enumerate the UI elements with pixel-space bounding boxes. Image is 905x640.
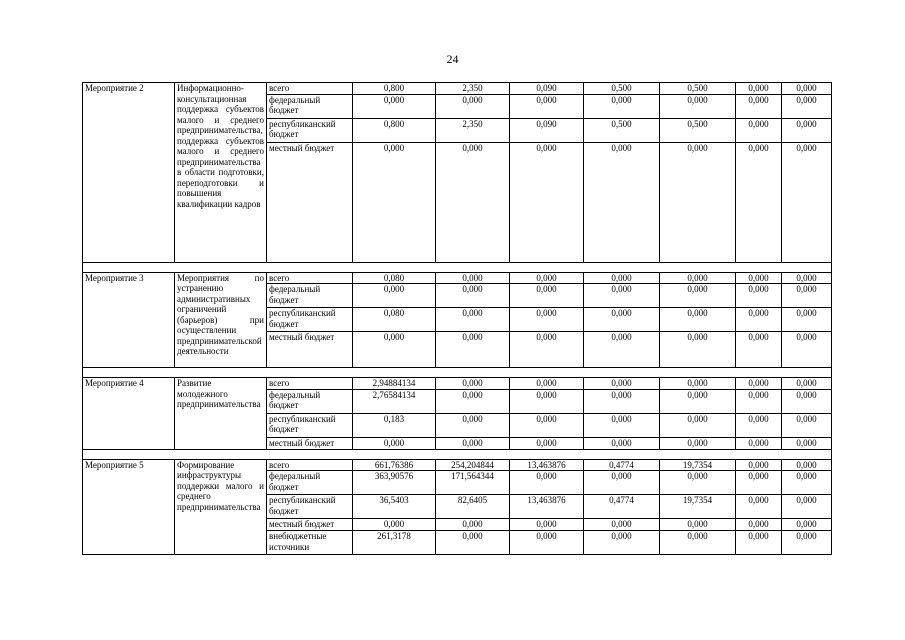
amount-cell: 0,800 [353, 83, 436, 95]
amount-cell: 0,000 [736, 519, 782, 531]
event-name: Мероприятие 3 [83, 272, 175, 368]
event-name: Мероприятие 2 [83, 83, 175, 263]
amount-cell: 0,000 [736, 94, 782, 118]
amount-cell: 2,94884134 [353, 378, 436, 390]
amount-cell: 0,000 [436, 519, 510, 531]
amount-cell: 2,76584134 [353, 389, 436, 413]
event-description: Формирование инфраструктуры поддержки малого и среднего предпринимательства [175, 459, 267, 555]
amount-cell: 0,500 [584, 118, 660, 142]
gap-cell [83, 262, 832, 272]
amount-cell: 0,183 [353, 413, 436, 437]
amount-cell: 254,204844 [436, 459, 510, 471]
table-row [83, 378, 832, 390]
amount-cell: 0,000 [584, 272, 660, 284]
amount-cell: 0,000 [782, 142, 832, 262]
amount-cell: 0,000 [510, 272, 584, 284]
amount-cell: 0,000 [584, 142, 660, 262]
funding-source: федеральный бюджет [267, 389, 353, 413]
amount-cell: 0,000 [584, 378, 660, 390]
amount-cell: 0,000 [660, 142, 736, 262]
amount-cell: 0,000 [510, 284, 584, 308]
amount-cell: 0,000 [660, 413, 736, 437]
amount-cell: 0,000 [510, 413, 584, 437]
section-gap [83, 368, 832, 378]
amount-cell: 0,500 [584, 83, 660, 95]
amount-cell: 0,000 [510, 332, 584, 368]
amount-cell: 0,000 [660, 471, 736, 495]
amount-cell: 0,000 [584, 413, 660, 437]
amount-cell: 0,000 [782, 284, 832, 308]
amount-cell: 0,000 [584, 308, 660, 332]
amount-cell: 0,000 [436, 284, 510, 308]
amount-cell: 0,000 [436, 389, 510, 413]
page-number: 24 [446, 52, 459, 66]
funding-source: республиканский бюджет [267, 413, 353, 437]
amount-cell: 0,090 [510, 118, 584, 142]
amount-cell: 0,000 [510, 308, 584, 332]
amount-cell: 0,000 [584, 284, 660, 308]
amount-cell: 0,000 [584, 94, 660, 118]
amount-cell: 0,000 [660, 389, 736, 413]
amount-cell: 0,000 [436, 437, 510, 449]
amount-cell: 0,080 [353, 308, 436, 332]
amount-cell: 82,6405 [436, 495, 510, 519]
funding-source: всего [267, 459, 353, 471]
amount-cell: 0,000 [584, 471, 660, 495]
funding-source: местный бюджет [267, 332, 353, 368]
amount-cell: 0,000 [736, 272, 782, 284]
event-description: Мероприятия по устранению административных ограничений (барьеров) при осуществлении предпринимательской деятельности [175, 272, 267, 368]
amount-cell: 0,000 [584, 332, 660, 368]
amount-cell: 0,000 [436, 332, 510, 368]
amount-cell: 0,000 [510, 94, 584, 118]
amount-cell: 0,000 [782, 389, 832, 413]
amount-cell: 0,000 [736, 459, 782, 471]
amount-cell: 0,000 [436, 94, 510, 118]
table-row [83, 83, 832, 95]
amount-cell: 0,000 [436, 142, 510, 262]
amount-cell: 0,000 [660, 272, 736, 284]
amount-cell: 0,500 [660, 118, 736, 142]
amount-cell: 0,000 [436, 531, 510, 555]
amount-cell: 0,000 [782, 495, 832, 519]
funding-source: внебюджетные источники [267, 531, 353, 555]
amount-cell: 0,000 [510, 519, 584, 531]
amount-cell: 0,000 [782, 437, 832, 449]
table-row [83, 272, 832, 284]
amount-cell: 0,000 [782, 413, 832, 437]
gap-cell [83, 368, 832, 378]
amount-cell: 0,000 [782, 378, 832, 390]
amount-cell: 0,000 [736, 118, 782, 142]
section-gap [83, 449, 832, 459]
amount-cell: 0,000 [782, 471, 832, 495]
amount-cell: 0,000 [584, 437, 660, 449]
amount-cell: 0,000 [353, 94, 436, 118]
amount-cell: 0,800 [353, 118, 436, 142]
amount-cell: 0,000 [736, 308, 782, 332]
amount-cell: 0,000 [353, 142, 436, 262]
funding-source: всего [267, 83, 353, 95]
amount-cell: 13,463876 [510, 495, 584, 519]
amount-cell: 0,000 [736, 83, 782, 95]
amount-cell: 0,000 [736, 332, 782, 368]
amount-cell: 661,76386 [353, 459, 436, 471]
amount-cell: 0,000 [510, 531, 584, 555]
amount-cell: 0,000 [660, 332, 736, 368]
amount-cell: 2,350 [436, 83, 510, 95]
amount-cell: 0,4774 [584, 495, 660, 519]
amount-cell: 0,000 [584, 389, 660, 413]
funding-source: местный бюджет [267, 437, 353, 449]
amount-cell: 0,000 [736, 495, 782, 519]
funding-source: республиканский бюджет [267, 118, 353, 142]
amount-cell: 0,000 [782, 459, 832, 471]
funding-source: всего [267, 272, 353, 284]
event-name: Мероприятие 5 [83, 459, 175, 555]
amount-cell: 0,000 [782, 94, 832, 118]
amount-cell: 0,000 [353, 284, 436, 308]
amount-cell: 0,000 [660, 531, 736, 555]
amount-cell: 0,000 [736, 471, 782, 495]
funding-source: федеральный бюджет [267, 94, 353, 118]
amount-cell: 0,000 [353, 437, 436, 449]
funding-source: местный бюджет [267, 519, 353, 531]
amount-cell: 171,564344 [436, 471, 510, 495]
amount-cell: 0,000 [736, 284, 782, 308]
funding-source: республиканский бюджет [267, 308, 353, 332]
amount-cell: 0,000 [736, 437, 782, 449]
amount-cell: 0,000 [436, 413, 510, 437]
funding-source: всего [267, 378, 353, 390]
amount-cell: 0,000 [660, 94, 736, 118]
event-name: Мероприятие 4 [83, 378, 175, 450]
amount-cell: 0,000 [510, 378, 584, 390]
amount-cell: 363,90576 [353, 471, 436, 495]
funding-source: федеральный бюджет [267, 284, 353, 308]
amount-cell: 0,000 [736, 142, 782, 262]
amount-cell: 0,090 [510, 83, 584, 95]
table-row [83, 459, 832, 471]
amount-cell: 0,000 [736, 413, 782, 437]
amount-cell: 0,000 [782, 118, 832, 142]
event-description: Развитие молодежного предпринимательства [175, 378, 267, 450]
amount-cell: 0,4774 [584, 459, 660, 471]
funding-source: местный бюджет [267, 142, 353, 262]
amount-cell: 0,000 [353, 332, 436, 368]
amount-cell: 0,000 [660, 378, 736, 390]
amount-cell: 0,000 [782, 83, 832, 95]
amount-cell: 0,000 [510, 437, 584, 449]
amount-cell: 0,000 [782, 308, 832, 332]
event-description: Информационно-консультационная поддержка субъектов малого и среднего предпринимательства, поддержка субъектов малого и среднего предпринимательства в области подготовки, переподготовки и повышения квалификации кадров [175, 83, 267, 263]
amount-cell: 0,000 [782, 531, 832, 555]
section-gap [83, 262, 832, 272]
amount-cell: 0,000 [782, 272, 832, 284]
amount-cell: 0,500 [660, 83, 736, 95]
amount-cell: 0,000 [510, 471, 584, 495]
amount-cell: 19,7354 [660, 495, 736, 519]
amount-cell: 0,000 [353, 519, 436, 531]
amount-cell: 261,3178 [353, 531, 436, 555]
amount-cell: 0,000 [660, 284, 736, 308]
amount-cell: 2,350 [436, 118, 510, 142]
amount-cell: 36,5403 [353, 495, 436, 519]
amount-cell: 0,000 [510, 142, 584, 262]
amount-cell: 0,000 [436, 272, 510, 284]
amount-cell: 19,7354 [660, 459, 736, 471]
budget-table-body [83, 83, 832, 555]
funding-source: республиканский бюджет [267, 495, 353, 519]
gap-cell [83, 449, 832, 459]
amount-cell: 0,000 [660, 308, 736, 332]
amount-cell: 0,000 [436, 308, 510, 332]
amount-cell: 0,000 [782, 519, 832, 531]
amount-cell: 0,000 [736, 531, 782, 555]
amount-cell: 0,000 [584, 519, 660, 531]
amount-cell: 0,000 [510, 389, 584, 413]
amount-cell: 0,000 [660, 519, 736, 531]
amount-cell: 0,000 [584, 531, 660, 555]
amount-cell: 0,000 [436, 378, 510, 390]
amount-cell: 0,000 [736, 389, 782, 413]
amount-cell: 0,000 [782, 332, 832, 368]
funding-source: федеральный бюджет [267, 471, 353, 495]
amount-cell: 13,463876 [510, 459, 584, 471]
amount-cell: 0,000 [736, 378, 782, 390]
amount-cell: 0,000 [660, 437, 736, 449]
amount-cell: 0,080 [353, 272, 436, 284]
budget-table [82, 82, 832, 555]
